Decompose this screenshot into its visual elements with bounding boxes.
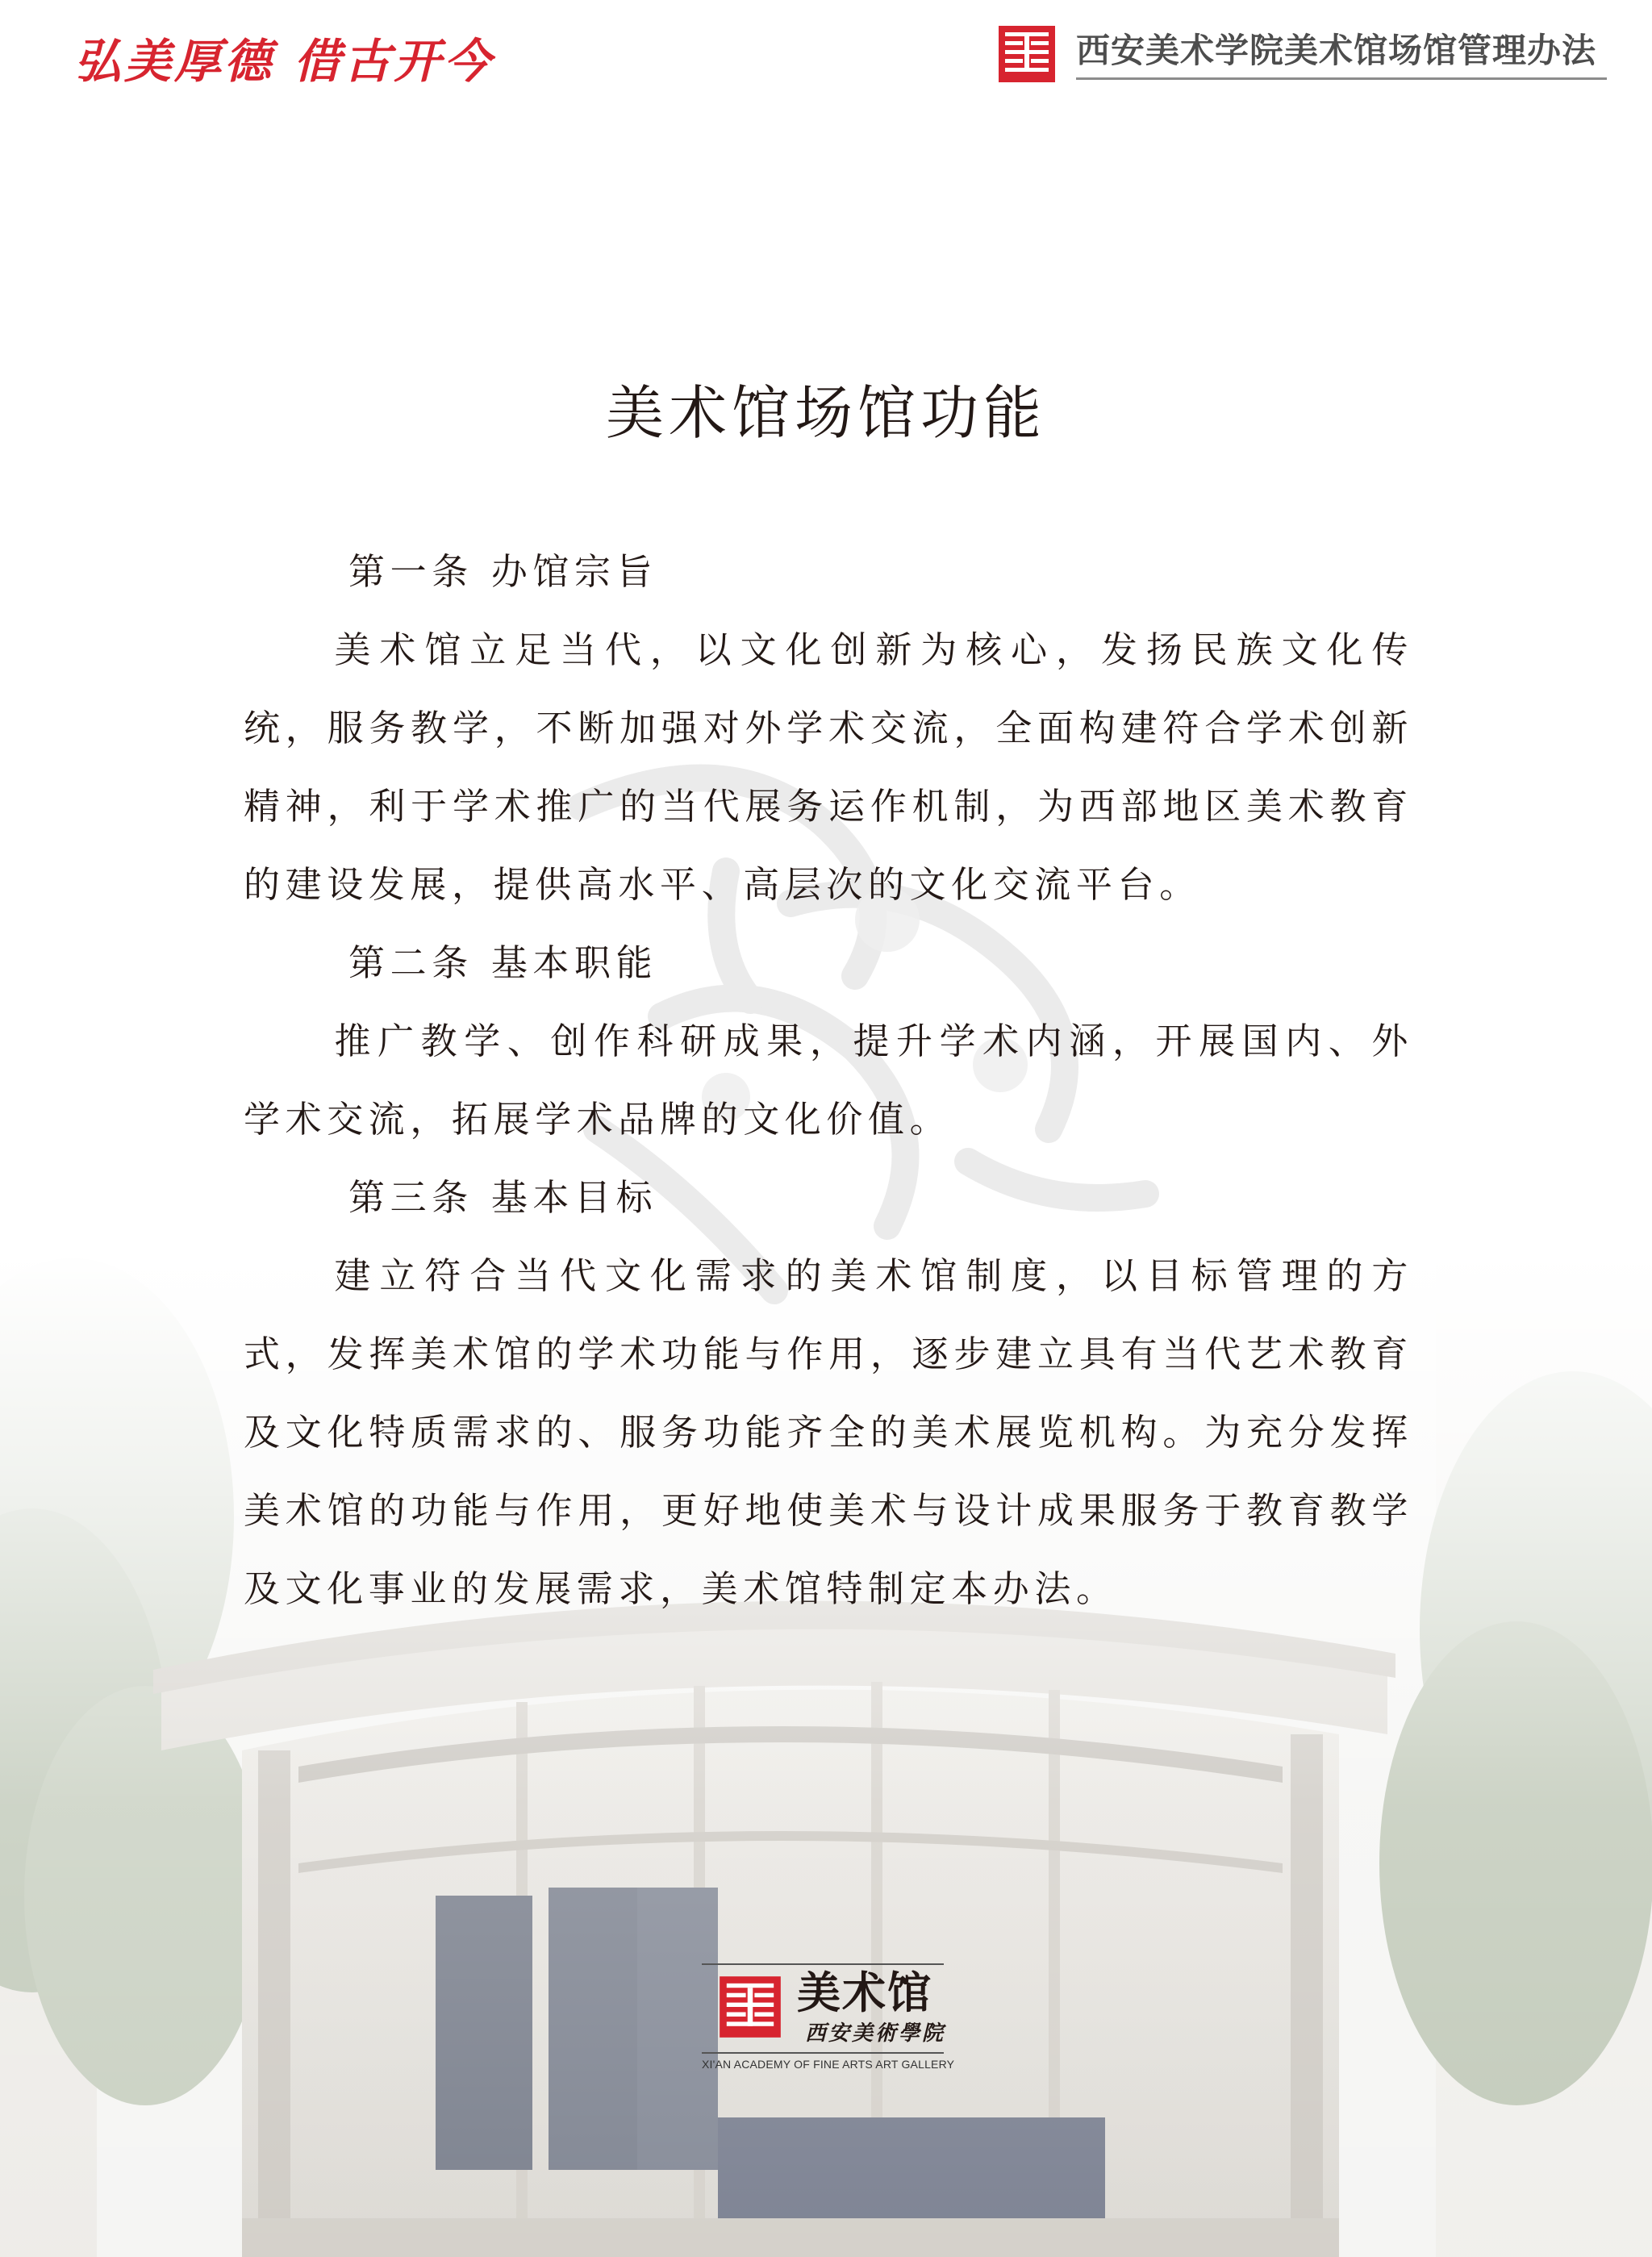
section-heading (244, 924, 1413, 1002)
section-paragraph: 建立符合当代文化需求的美术馆制度，以目标管理的方式，发挥美术馆的学术功能与作用，逐步建立具有当代艺术教育及文化特质需求的、服务功能齐全的美术展览机构。为充分发挥美术馆的功能与作用，更好地使美术与设计成果服务于教育教学及文化事业的发展需求，美术馆特制定本办法。 (244, 1254, 1413, 1610)
header-divider (1076, 77, 1607, 80)
header-motto (74, 23, 526, 95)
footer-logo-name: 美术馆 (797, 1967, 932, 2018)
section-heading (244, 532, 1413, 611)
footer-logo-english: XI'AN ACADEMY OF FINE ARTS ART GALLERY (702, 2058, 955, 2071)
footer-logo-bottom-rule (702, 2052, 944, 2054)
section-number: 第三条 (348, 1176, 473, 1219)
page-title: 美术馆场馆功能 (605, 379, 1046, 447)
header-title: 西安美术学院美术馆场馆管理办法 (1076, 31, 1597, 70)
section-heading-text: 基本职能 (490, 941, 658, 984)
section-heading-text: 办馆宗旨 (490, 550, 658, 593)
document-body (244, 532, 1413, 1628)
footer-logo (686, 1960, 960, 2081)
section-heading (244, 1158, 1413, 1237)
footer-logo-top-rule (702, 1963, 944, 1965)
section-number: 第二条 (348, 941, 473, 984)
svg-text:弘美厚德 借古开今: 弘美厚德 借古开今 (74, 34, 494, 89)
footer-logo-script: 西安美術學院 (805, 2021, 946, 2046)
section-paragraph: 推广教学、创作科研成果，提升学术内涵，开展国内、外学术交流，拓展学术品牌的文化价值。 (244, 1020, 1413, 1141)
section-paragraph: 美术馆立足当代，以文化创新为核心，发扬民族文化传统，服务教学，不断加强对外学术交流，全面构建符合学术创新精神，利于学术推广的当代展务运作机制，为西部地区美术教育的建设发展，提供高水平、高层次的文化交流平台。 (244, 628, 1413, 906)
section-heading-text: 基本目标 (490, 1176, 658, 1219)
section-number: 第一条 (348, 550, 473, 593)
gallery-seal-icon (997, 24, 1057, 84)
gallery-seal-icon (718, 1975, 782, 2039)
